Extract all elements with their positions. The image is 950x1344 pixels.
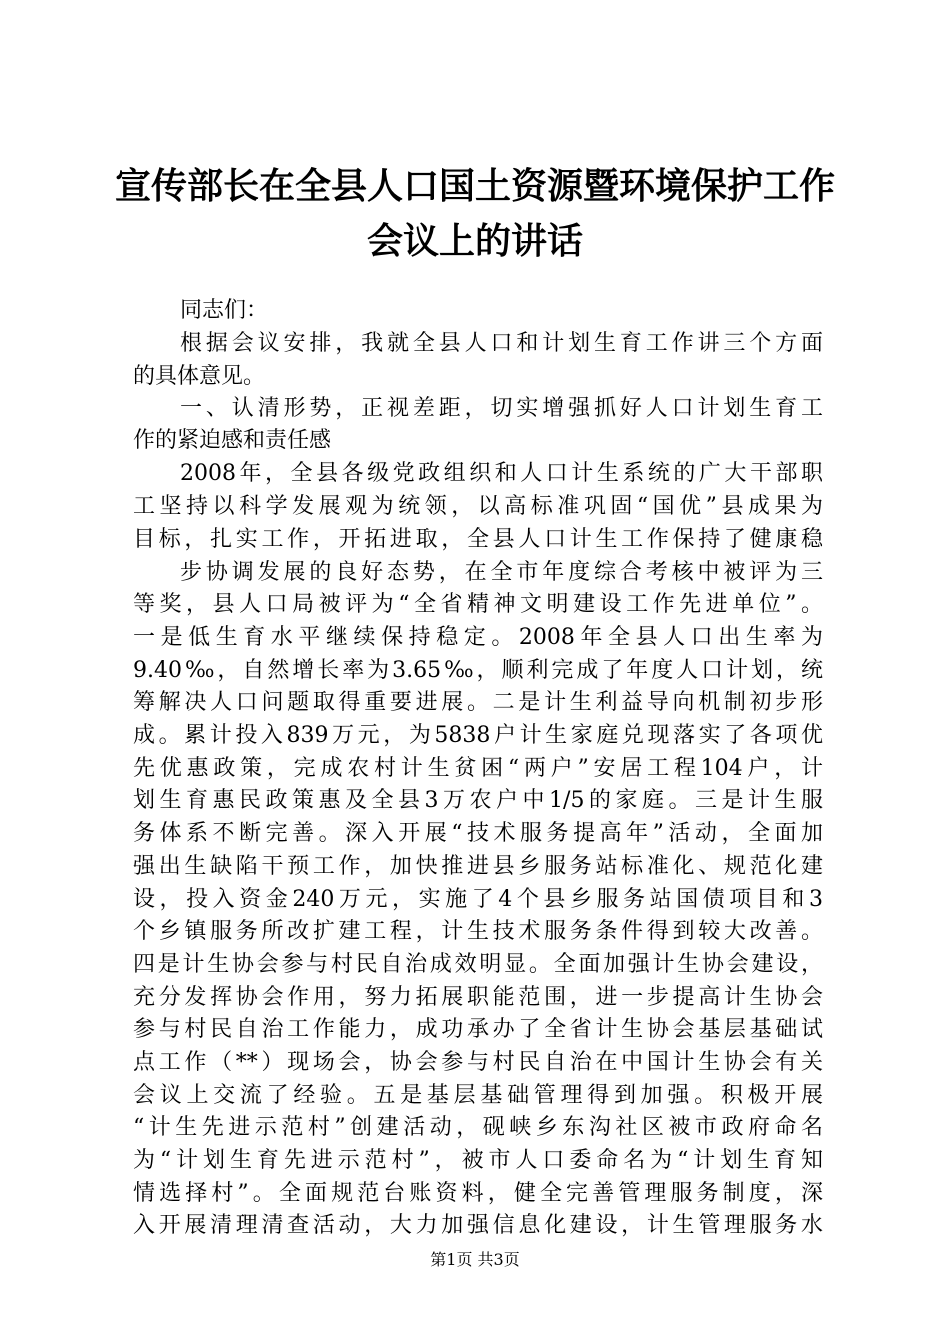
document-title-line-2: 会议上的讲话 <box>366 220 583 262</box>
paragraph-line: 等奖，县人口局被评为“全省精神文明建设工作先进单位”。 <box>133 592 823 617</box>
paragraph-line: 设，投入资金240万元，实施了4个县乡服务站国债项目和3 <box>133 887 823 912</box>
document-title-line-1: 宣传部长在全县人口国土资源暨环境保护工作 <box>114 165 835 207</box>
paragraph-line: 四是计生协会参与村民自治成效明显。全面加强计生协会建设， <box>133 952 823 977</box>
paragraph-line: 成。累计投入839万元，为5838户计生家庭兑现落实了各项优 <box>133 723 823 748</box>
paragraph-line: 个乡镇服务所改扩建工程，计生技术服务条件得到较大改善。 <box>133 919 823 944</box>
paragraph-line: 先优惠政策，完成农村计生贫困“两户”安居工程104户，计 <box>133 756 823 781</box>
paragraph-line: 根据会议安排，我就全县人口和计划生育工作讲三个方面 <box>180 331 823 356</box>
paragraph-line: 2008年，全县各级党政组织和人口计生系统的广大干部职 <box>180 461 823 486</box>
paragraph-line: 目标，扎实工作，开拓进取，全县人口计生工作保持了健康稳 <box>133 527 823 552</box>
paragraph-line: 入开展清理清查活动，大力加强信息化建设，计生管理服务水 <box>133 1213 823 1238</box>
paragraph-line: “计生先进示范村”创建活动，砚峡乡东沟社区被市政府命名 <box>133 1115 823 1140</box>
paragraph-line: 情选择村”。全面规范台账资料，健全完善管理服务制度，深 <box>133 1181 823 1206</box>
paragraph-line: 务体系不断完善。深入开展“技术服务提高年”活动，全面加 <box>133 821 823 846</box>
paragraph-line: 一是低生育水平继续保持稳定。2008年全县人口出生率为 <box>133 625 823 650</box>
paragraph-line: 充分发挥协会作用，努力拓展职能范围，进一步提高计生协会 <box>133 985 823 1010</box>
paragraph-line: 步协调发展的良好态势，在全市年度综合考核中被评为三 <box>180 560 823 585</box>
paragraph-line: 点工作（**）现场会，协会参与村民自治在中国计生协会有关 <box>133 1050 823 1075</box>
paragraph-line: 会议上交流了经验。五是基层基础管理得到加强。积极开展 <box>133 1083 823 1108</box>
paragraph-line: 筹解决人口问题取得重要进展。二是计生利益导向机制初步形 <box>133 690 823 715</box>
section-heading-line: 一、认清形势，正视差距，切实增强抓好人口计划生育工 <box>180 396 823 421</box>
page-number: 第1页 共3页 <box>430 1250 520 1269</box>
paragraph-line: 划生育惠民政策惠及全县3万农户中1/5的家庭。三是计生服 <box>133 788 823 813</box>
salutation: 同志们： <box>180 298 269 323</box>
paragraph-line: 工坚持以科学发展观为统领，以高标准巩固“国优”县成果为 <box>133 494 823 519</box>
paragraph-line: 强出生缺陷干预工作，加快推进县乡服务站标准化、规范化建 <box>133 854 823 879</box>
paragraph-line: 的具体意见。 <box>133 364 266 389</box>
section-heading-line: 作的紧迫感和责任感 <box>133 428 332 453</box>
paragraph-line: 参与村民自治工作能力，成功承办了全省计生协会基层基础试 <box>133 1017 823 1042</box>
paragraph-line: 9.40‰，自然增长率为3.65‰，顺利完成了年度人口计划，统 <box>133 658 823 683</box>
paragraph-line: 为“计划生育先进示范村”，被市人口委命名为“计划生育知 <box>133 1148 823 1173</box>
